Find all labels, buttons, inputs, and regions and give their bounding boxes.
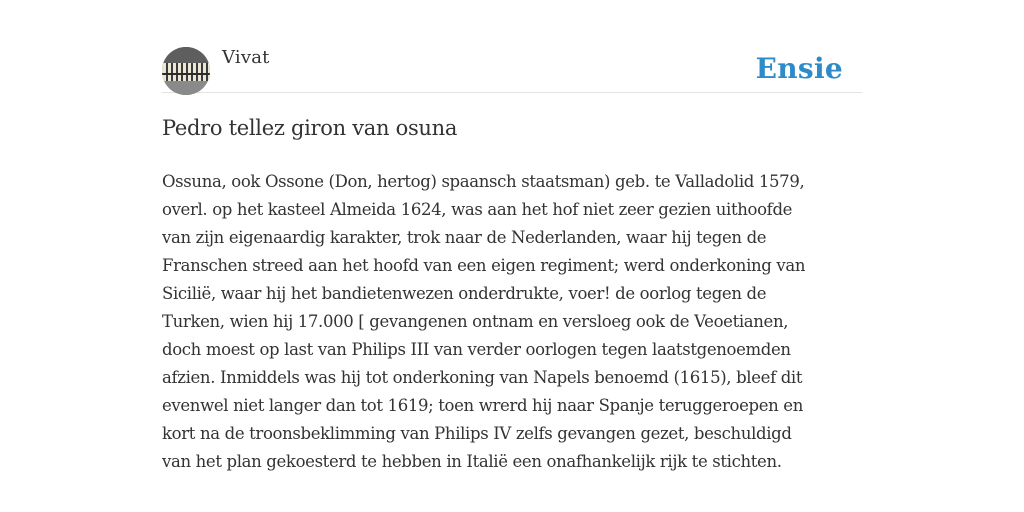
- source-avatar[interactable]: [162, 47, 210, 95]
- brand-logo[interactable]: Ensie: [755, 52, 843, 85]
- article-header: [162, 46, 862, 93]
- source-name[interactable]: Vivat: [222, 47, 270, 68]
- body-line: doch moest op last van Philips III van verder oorlogen tegen laatstgenoemden: [162, 340, 791, 359]
- body-line: Franschen streed aan het hoofd van een eigen regiment; werd onderkoning van: [162, 256, 806, 275]
- body-line: Sicilië, waar hij het bandietenwezen onderdrukte, voer! de oorlog tegen de: [162, 284, 767, 303]
- body-line: overl. op het kasteel Almeida 1624, was aan het hof niet zeer gezien uithoofde: [162, 200, 793, 219]
- body-line: kort na de troonsbeklimming van Philips IV zelfs gevangen gezet, beschuldigd: [162, 424, 792, 443]
- body-line: afzien. Inmiddels was hij tot onderkoning van Napels benoemd (1615), bleef dit: [162, 368, 803, 387]
- source-avatar-image: [162, 47, 210, 95]
- article-body: [162, 168, 852, 476]
- body-line: Ossuna, ook Ossone (Don, hertog) spaansch staatsman) geb. te Valladolid 1579,: [162, 172, 805, 191]
- body-line: van het plan gekoesterd te hebben in Italië een onafhankelijk rijk te stichten.: [162, 452, 782, 471]
- body-line: evenwel niet langer dan tot 1619; toen wrerd hij naar Spanje teruggeroepen en: [162, 396, 803, 415]
- body-line: Turken, wien hij 17.000 [ gevangenen ontnam en versloeg ook de Veoetianen,: [162, 312, 789, 331]
- article-title: Pedro tellez giron van osuna: [162, 116, 458, 140]
- body-line: van zijn eigenaardig karakter, trok naar de Nederlanden, waar hij tegen de: [162, 228, 767, 247]
